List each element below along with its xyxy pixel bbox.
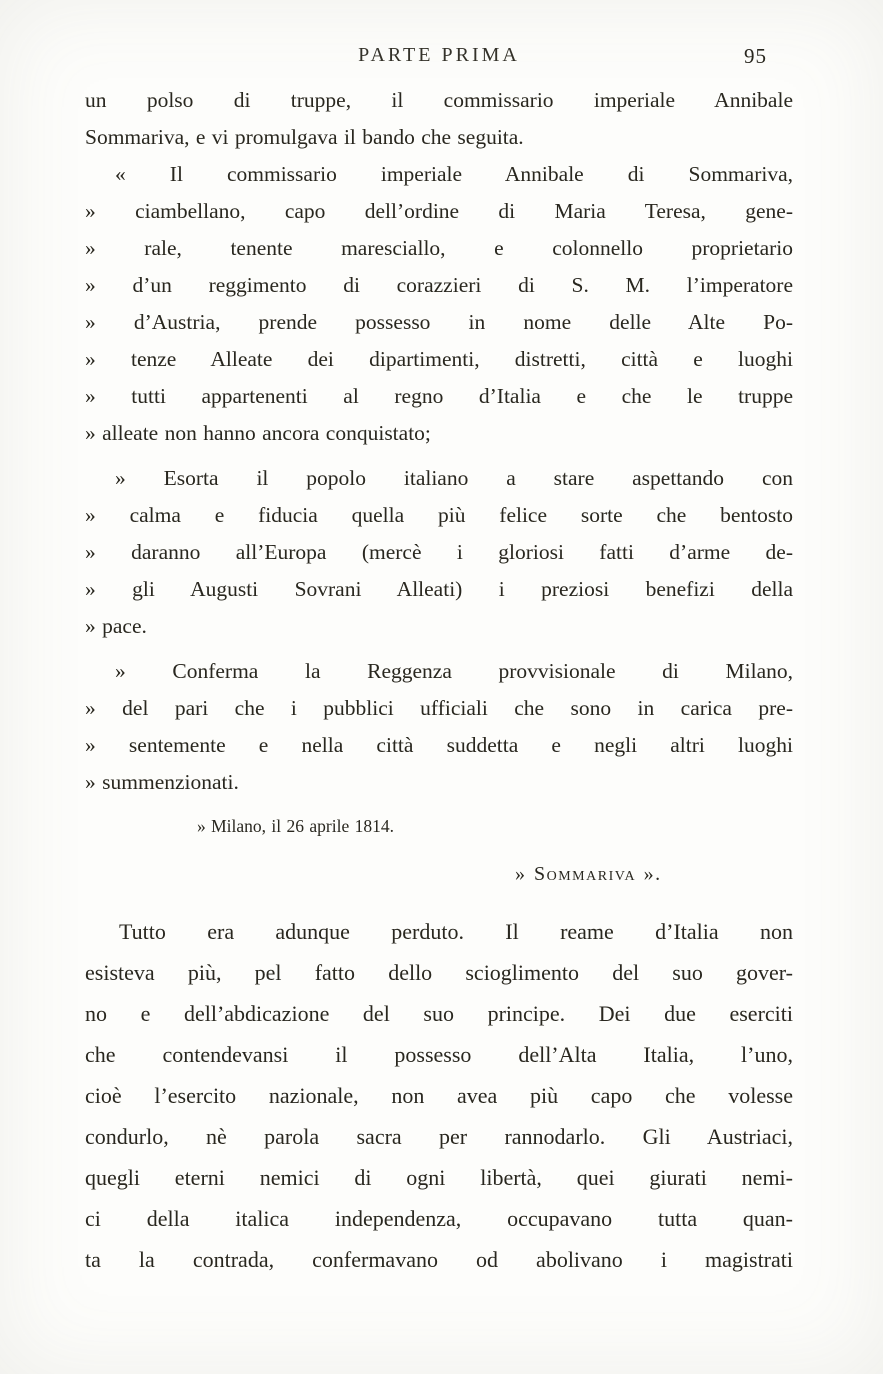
text-line: » rale, tenente maresciallo, e colonnello proprietario [85, 236, 793, 260]
text-line: un polso di truppe, il commissario imperiale Annibale [85, 88, 793, 112]
running-head [85, 44, 793, 72]
text-line: esisteva più, pel fatto dello scioglimento del suo gover- [85, 960, 793, 985]
text-line: » daranno all’Europa (mercè i gloriosi fatti d’arme de- [85, 540, 793, 564]
text-line: » tutti appartenenti al regno d’Italia e che le truppe [85, 384, 793, 408]
text-line: » Sommariva ». [515, 863, 662, 885]
text-block [85, 82, 793, 1280]
text-line: » tenze Alleate dei dipartimenti, distretti, città e luoghi [85, 347, 793, 371]
text-line: » summenzionati. [85, 770, 239, 794]
text-line: » d’Austria, prende possesso in nome delle Alte Po- [85, 310, 793, 334]
text-line: » ciambellano, capo dell’ordine di Maria Teresa, gene- [85, 199, 793, 223]
text-line: » alleate non hanno ancora conquistato; [85, 421, 431, 445]
text-line: Sommariva, e vi promulgava il bando che seguita. [85, 125, 524, 149]
text-line: » calma e fiducia quella più felice sorte che bentosto [85, 503, 793, 527]
text-line: quegli eterni nemici di ogni libertà, quei giurati nemi- [85, 1165, 793, 1190]
text-line: » Milano, il 26 aprile 1814. [197, 816, 394, 836]
text-line: no e dell’abdicazione del suo principe. Dei due eserciti [85, 1001, 793, 1026]
page-header-title: PARTE PRIMA [358, 44, 520, 66]
text-line: » Esorta il popolo italiano a stare aspettando con [115, 466, 793, 490]
text-line: condurlo, nè parola sacra per rannodarlo. Gli Austriaci, [85, 1124, 793, 1149]
text-line: « Il commissario imperiale Annibale di Sommariva, [115, 162, 793, 186]
text-line: » pace. [85, 614, 147, 638]
text-line: » Conferma la Reggenza provvisionale di Milano, [115, 659, 793, 683]
text-line: » d’un reggimento di corazzieri di S. M. l’imperatore [85, 273, 793, 297]
text-line: Tutto era adunque perduto. Il reame d’Italia non [119, 919, 793, 944]
text-line: » gli Augusti Sovrani Alleati) i preziosi benefizi della [85, 577, 793, 601]
text-line: » del pari che i pubblici ufficiali che sono in carica pre- [85, 696, 793, 720]
book-page [85, 44, 793, 1280]
text-line: cioè l’esercito nazionale, non avea più capo che volesse [85, 1083, 793, 1108]
page-number: 95 [744, 44, 767, 68]
text-line: » sentemente e nella città suddetta e negli altri luoghi [85, 733, 793, 757]
text-line: che contendevansi il possesso dell’Alta Italia, l’uno, [85, 1042, 793, 1067]
text-line: ci della italica independenza, occupavano tutta quan- [85, 1206, 793, 1231]
text-line: ta la contrada, confermavano od abolivano i magistrati [85, 1247, 793, 1272]
